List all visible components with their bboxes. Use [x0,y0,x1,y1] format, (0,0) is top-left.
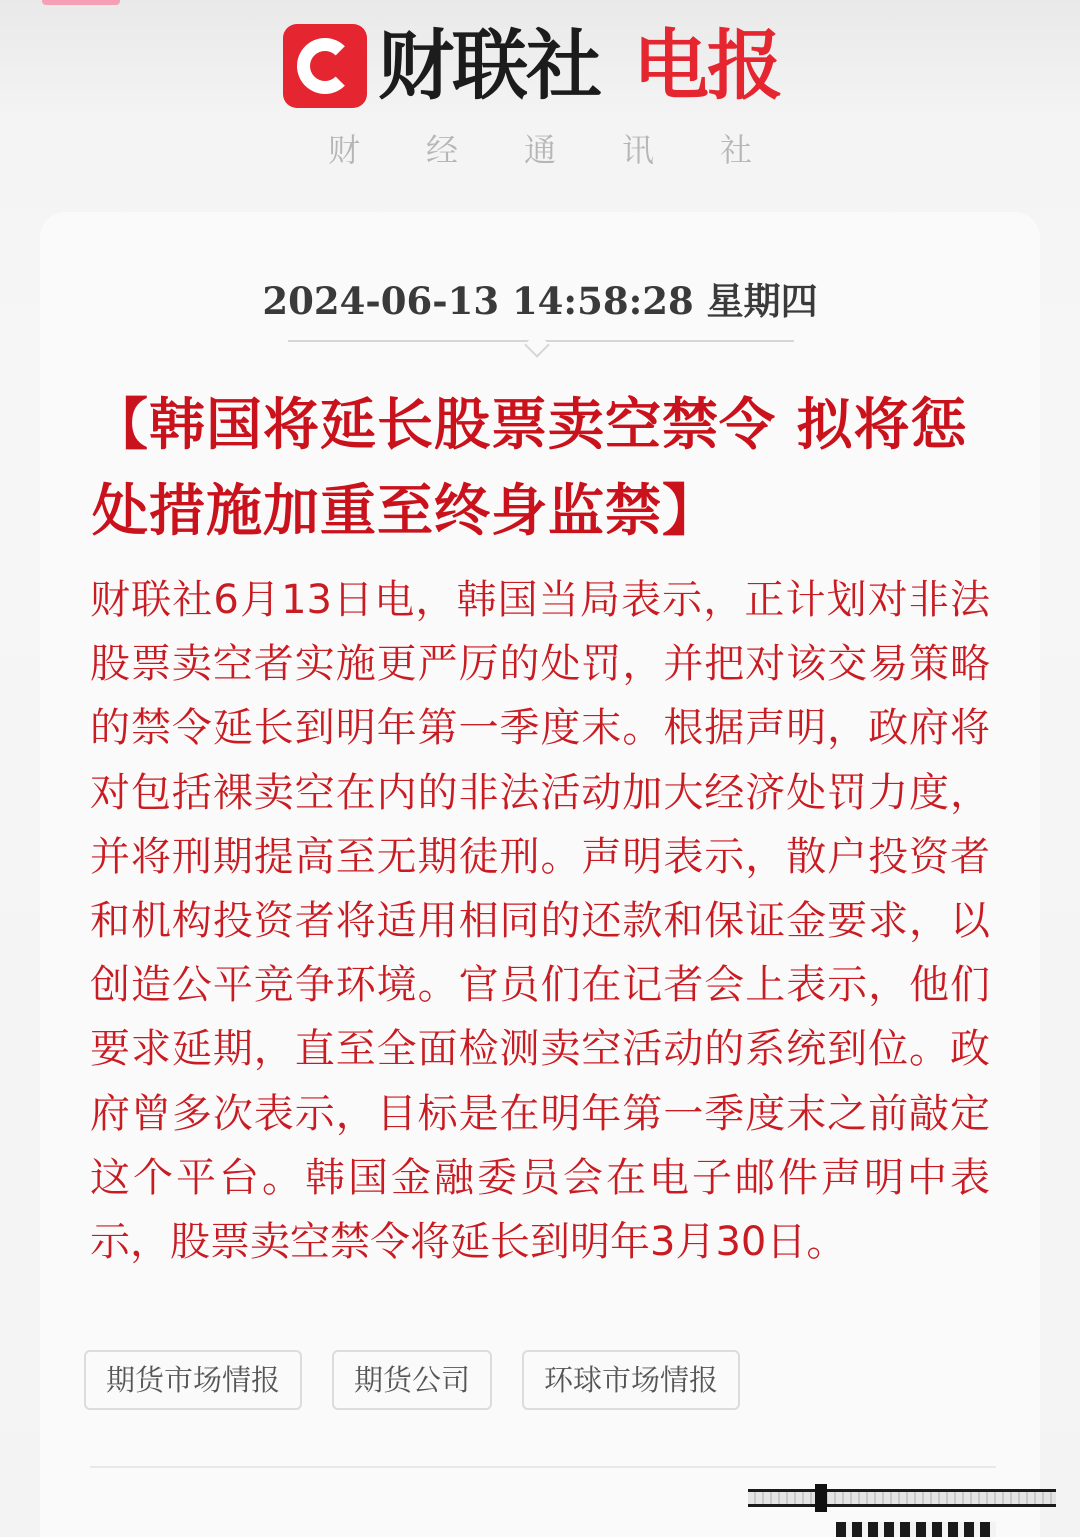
cropped-next-logo [836,1522,996,1537]
tag-global-market-intel[interactable]: 环球市场情报 [522,1350,740,1410]
tag-futures-market-intel[interactable]: 期货市场情报 [84,1350,302,1410]
footer-divider [90,1466,996,1468]
article-timestamp: 2024-06-13 14:58:28 星期四 [262,279,818,323]
cls-c-logo-icon [283,24,367,108]
logo-ring [297,38,353,94]
brand-tagline: 财经通讯社 [327,131,818,169]
article-body: 财联社6月13日电，韩国当局表示，正计划对非法股票卖空者实施更严厉的处罚，并把对该交易策略的禁令延长到明年第一季度末。根据声明，政府将对包括裸卖空在内的非法活动加大经济处罚力度，并将刑期提高至无期徒刑。声明表示，散户投资者和机构投资者将适用相同的还款和保证金要求，以创造公平竞争环境。官员们在记者会上表示，他们要求延期，直至全面检测卖空活动的系统到位。政府曾多次表示，目标是在明年第一季度末之前敲定这个平台。韩国金融委员会在电子邮件声明中表示，股票卖空禁令将延长到明年3月30日。 [90,577,990,1266]
tag-futures-companies[interactable]: 期货公司 [332,1350,492,1410]
brand-telegraph: 电报 [633,21,781,110]
article-headline: 【韩国将延长股票卖空禁令 拟将惩处措施加重至终身监禁】 [92,392,968,544]
scrollbar-thumb[interactable] [815,1484,827,1512]
horizontal-scrollbar[interactable] [748,1489,1056,1507]
tag-list [84,1350,740,1410]
masthead [0,0,1080,200]
brand-name: 财联社 [378,21,600,110]
